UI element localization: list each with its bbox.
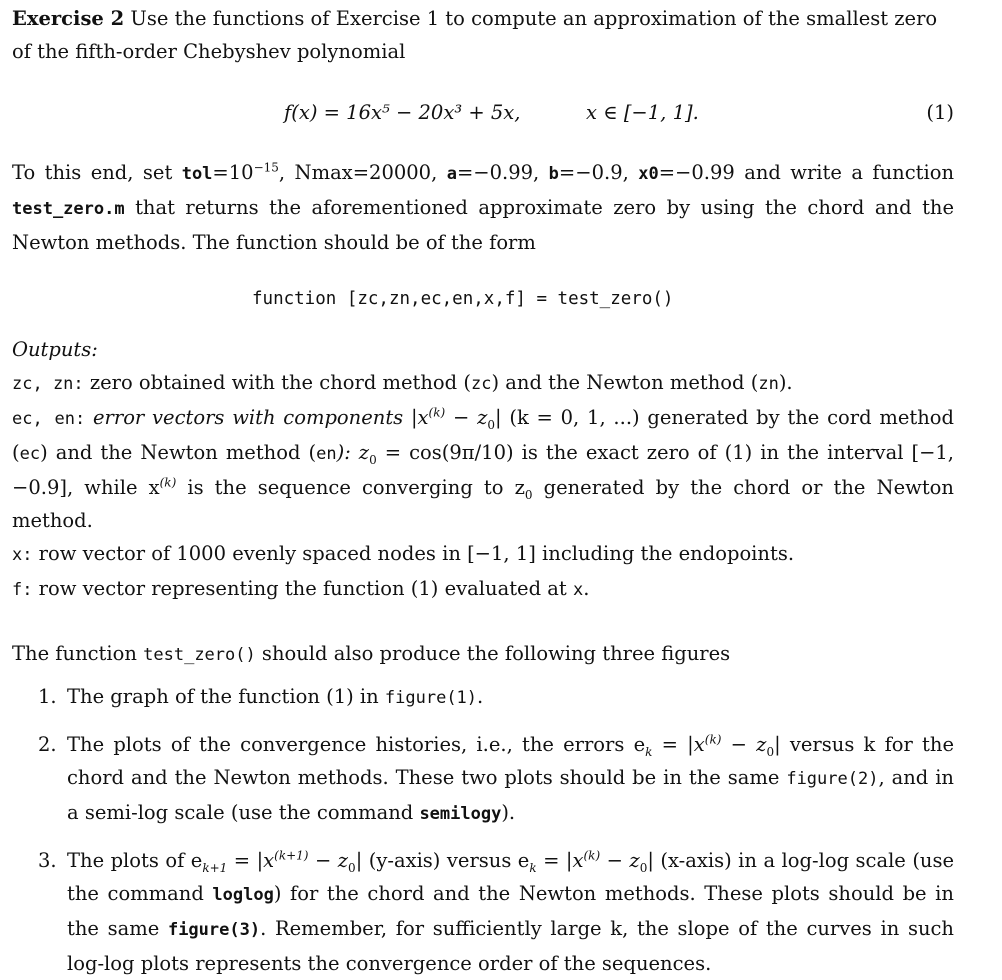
- equation-number: (1): [926, 101, 954, 124]
- output-text: row vector representing the function (1) evaluated at: [32, 577, 573, 600]
- item-text: | versus k for the chord and the Newton methods. These two plots should be in the same: [67, 733, 954, 789]
- item-text: The plots of the convergence histories, i.e., the errors e: [67, 733, 646, 756]
- b-key: b: [548, 164, 559, 184]
- item-code: figure(2): [786, 769, 879, 789]
- output-x: [12, 537, 954, 572]
- equation-body: f(x) = 16x⁵ − 20x³ + 5x,: [284, 101, 521, 124]
- output-code-zn: zn: [758, 374, 779, 394]
- nmax-text: , Nmax=20000,: [278, 161, 447, 184]
- outputs-title: Outputs:: [12, 338, 98, 361]
- a-key: a: [446, 164, 457, 184]
- x0-key: x0: [638, 164, 659, 184]
- b-value: =−0.9,: [558, 161, 639, 184]
- item-sup: (k): [704, 732, 722, 747]
- figures-intro: [12, 637, 954, 672]
- output-code-ec: ec: [19, 444, 41, 464]
- item-text: | (x-axis) in a log-log scale (use the command: [67, 849, 955, 905]
- item-sub: 0: [766, 744, 775, 759]
- output-key-x: x:: [12, 545, 33, 565]
- item-number: 2.: [38, 733, 57, 756]
- item-text: . Remember, for sufficiently large k, the slope of the curves in such log-log plots represents the convergence order of the sequences.: [67, 917, 954, 975]
- item-text: ) for the chord and the Newton methods. These plots should be in the same: [67, 882, 954, 940]
- x0-value: =−0.99 and write a function: [658, 161, 955, 184]
- output-sup: (k): [428, 405, 446, 420]
- figures-intro-text: should also produce the following three figures: [255, 642, 731, 665]
- item-text: ).: [501, 801, 516, 824]
- figure-item-3: [12, 844, 954, 980]
- output-key-f: f:: [12, 580, 33, 600]
- exercise-label: Exercise 2: [12, 7, 125, 30]
- setup-paragraph: [12, 156, 954, 259]
- output-code-x: x: [572, 580, 584, 600]
- setup-text-a: To this end, set: [12, 161, 182, 184]
- item-sub: k: [645, 744, 653, 759]
- item-text: = |x: [652, 733, 705, 756]
- item-text: − z: [308, 849, 349, 872]
- item-sup: (k): [583, 848, 601, 863]
- item-sub: 0: [639, 860, 648, 875]
- output-sup: (k): [159, 475, 177, 490]
- output-key-ec-en: ec, en:: [12, 409, 86, 429]
- item-text: = |x: [227, 849, 275, 872]
- output-text: ).: [778, 371, 793, 394]
- equation-chebyshev: [12, 86, 954, 138]
- output-text: ) and the Newton method (: [491, 371, 759, 394]
- output-text: row vector of 1000 evenly spaced nodes in [−1, 1] including the endopoints.: [32, 542, 795, 565]
- file-name: test_zero.m: [12, 199, 125, 219]
- figure-item-1: [12, 680, 954, 715]
- item-text: − z: [721, 733, 767, 756]
- output-text: ) and the Newton method (: [40, 441, 317, 464]
- output-sub: 0: [524, 487, 533, 502]
- item-code: semilogy: [419, 804, 502, 824]
- output-f: [12, 572, 954, 607]
- output-text: | (k = 0, 1, ...) generated by the cord method (: [12, 406, 954, 464]
- item-code: figure(3): [167, 920, 261, 940]
- item-code: figure(1): [384, 688, 478, 708]
- output-text: zero obtained with the chord method (: [83, 371, 471, 394]
- item-sub: k: [529, 860, 537, 875]
- output-key-zc-zn: zc, zn:: [12, 374, 84, 394]
- output-sub: 0: [369, 452, 377, 467]
- output-text: ): z: [336, 441, 370, 464]
- equation-domain: x ∈ [−1, 1].: [586, 101, 699, 124]
- output-text: is the sequence converging to z: [176, 476, 525, 499]
- exercise-statement: [12, 0, 954, 68]
- item-sup: (k+1): [274, 848, 309, 863]
- figures-intro-code: test_zero(): [143, 645, 256, 665]
- output-text: − z: [445, 406, 488, 429]
- tol-exponent: −15: [253, 160, 279, 175]
- item-text: , and in a semi-log scale (use the command: [67, 766, 954, 824]
- output-text: generated by the chord or the Newton method.: [12, 476, 954, 532]
- output-code-zc: zc: [470, 374, 492, 394]
- function-signature: function [zc,zn,ec,en,x,f] = test_zero(): [252, 289, 674, 309]
- exercise-intro: Use the functions of Exercise 1 to compute an approximation of the smallest zero of the fifth-order Chebyshev polynomial: [12, 7, 938, 63]
- item-text: .: [477, 685, 484, 708]
- output-code-en: en: [316, 444, 337, 464]
- item-text: | (y-axis) versus e: [355, 849, 530, 872]
- output-text: = cos(9π/10) is the exact zero of (1) in the interval [−1, −0.9], while x: [12, 441, 955, 499]
- figure-item-2: [12, 728, 954, 831]
- item-code: loglog: [212, 885, 274, 905]
- item-text: = |x: [536, 849, 584, 872]
- figures-list: [12, 680, 954, 980]
- output-sub: 0: [487, 417, 495, 432]
- output-text: error vectors with components |x: [85, 406, 429, 429]
- tol-value: =10: [212, 161, 254, 184]
- output-text: .: [583, 577, 590, 600]
- a-value: =−0.99,: [456, 161, 549, 184]
- item-text: − z: [600, 849, 640, 872]
- output-ec-en: [12, 401, 954, 537]
- tol-key: tol: [181, 164, 213, 184]
- figures-intro-text: The function: [12, 642, 144, 665]
- output-zc-zn: [12, 366, 954, 401]
- item-text: The graph of the function (1) in: [67, 685, 385, 708]
- item-sub: 0: [348, 860, 356, 875]
- item-number: 1.: [38, 685, 57, 708]
- setup-text-b: that returns the aforementioned approximate zero by using the chord and the Newton methods. The function should be of the form: [12, 196, 954, 254]
- item-sub: k+1: [202, 860, 228, 875]
- item-text: The plots of e: [67, 849, 203, 872]
- item-number: 3.: [38, 849, 57, 872]
